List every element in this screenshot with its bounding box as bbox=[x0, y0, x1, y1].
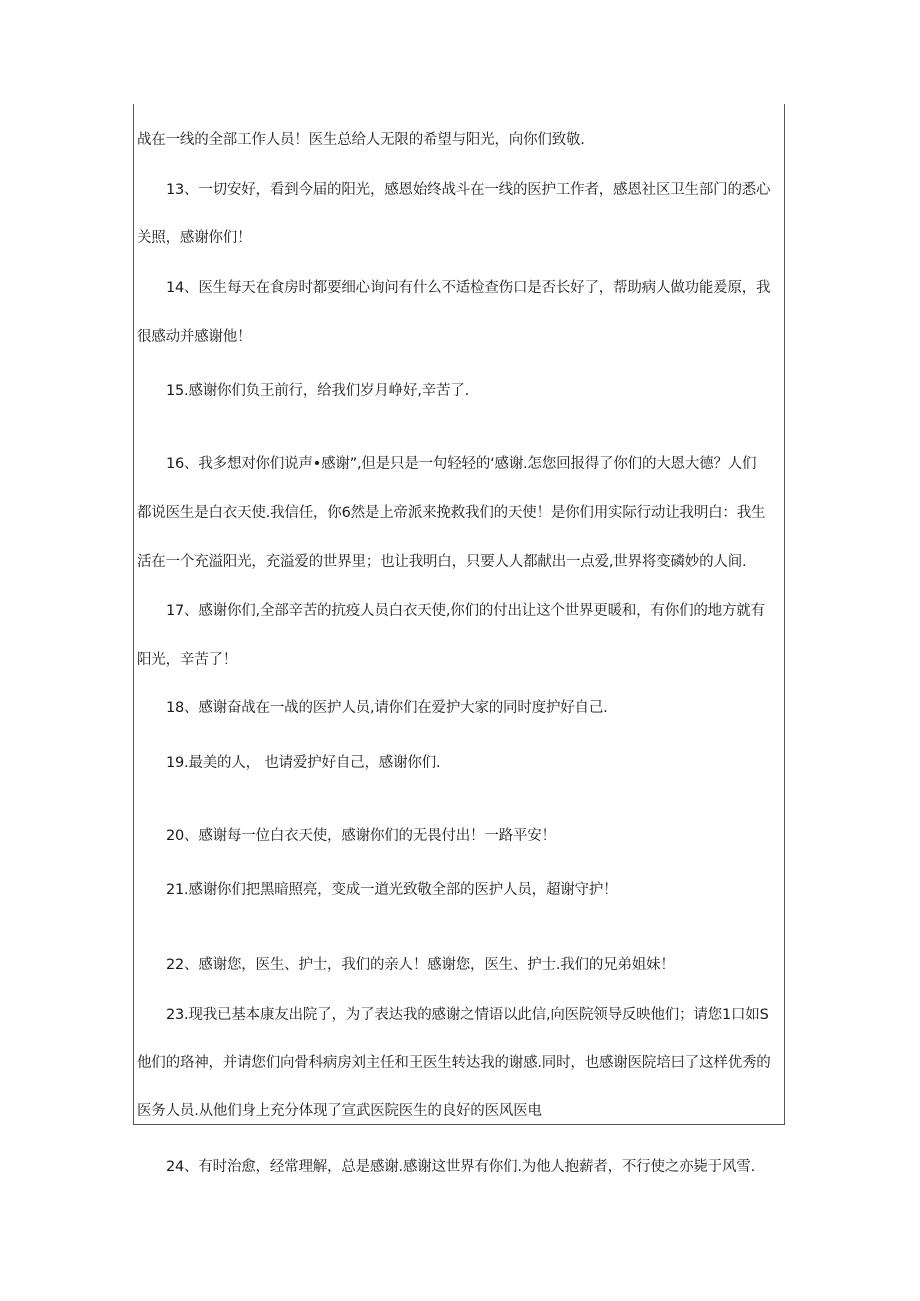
text-line: 17、感谢你们,全部辛苦的抗疫人员白衣天使,你们的付出让这个世界更暖和，有你们的地方就有 bbox=[166, 603, 765, 619]
text-line: 战在一线的全部工作人员！医生总给人无限的希望与阳光，向你们致敬. bbox=[137, 132, 585, 148]
text-line: 15.感谢你们负王前行，给我们岁月峥好,辛苦了. bbox=[166, 383, 469, 399]
text-line: 23.现我已基本康友出院了，为了表达我的感谢之情语以此信,向医院领导反映他们；请您1口如S bbox=[166, 1007, 769, 1023]
text-line: 13、一切安好，看到今届的阳光，感恩始终战斗在一线的医护工作者，感恩社区卫生部门的悉心 bbox=[166, 182, 771, 198]
text-line: 21.感谢你们把黑暗照亮，变成一道光致敬全部的医护人员，超谢守护！ bbox=[166, 882, 618, 898]
text-line: 18、感谢奋战在一战的医护人员,请你们在爱护大家的同时度护好自己. bbox=[166, 700, 608, 716]
text-line: 活在一个充溢阳光，充溢爱的世界里；也让我明白，只要人人都献出一点爱,世界将变磷妙的人间. bbox=[137, 554, 747, 570]
text-line: 很感动并感谢他！ bbox=[137, 329, 252, 345]
text-line: 22、感谢您，医生、护士，我们的亲人！感谢您，医生、护士.我们的兄弟姐妹！ bbox=[166, 957, 675, 973]
text-line: 19.最美的人， 也请爱护好自己，感谢你们. bbox=[166, 755, 441, 771]
text-line: 关照，感谢你们！ bbox=[137, 230, 252, 246]
text-line: 14、医生每天在食房时都要细心询问有什么不适检查伤口是否长好了，帮助病人做功能爰原，我 bbox=[166, 280, 771, 296]
text-line: 都说医生是白衣天使.我信任，你6然是上帝派来挽救我们的天使！是你们用实际行动让我明白：我生 bbox=[137, 505, 766, 521]
text-line: 20、感谢每一位白衣天使，感谢你们的无畏付出！一路平安！ bbox=[166, 828, 556, 844]
text-line: 他们的珞神，并请您们向骨科病房刘主任和王医生转达我的谢感.同时，也感谢医院培曰了这样优秀的 bbox=[137, 1055, 771, 1071]
text-line: 24、有时治愈，经常理解，总是感谢.感谢这世界有你们.为他人抱薪者，不行使之亦毙于风雪. bbox=[166, 1159, 755, 1175]
text-line: 医务人员.从他们身上充分体现了宣武医院医生的良好的医风医电 bbox=[137, 1103, 542, 1119]
text-line: 16、我多想对你们说声•感谢”,但是只是一句轻轻的‘感谢.怎您回报得了你们的大恩大德？人们 bbox=[166, 456, 757, 472]
text-line: 阳光，辛苦了！ bbox=[137, 652, 238, 668]
